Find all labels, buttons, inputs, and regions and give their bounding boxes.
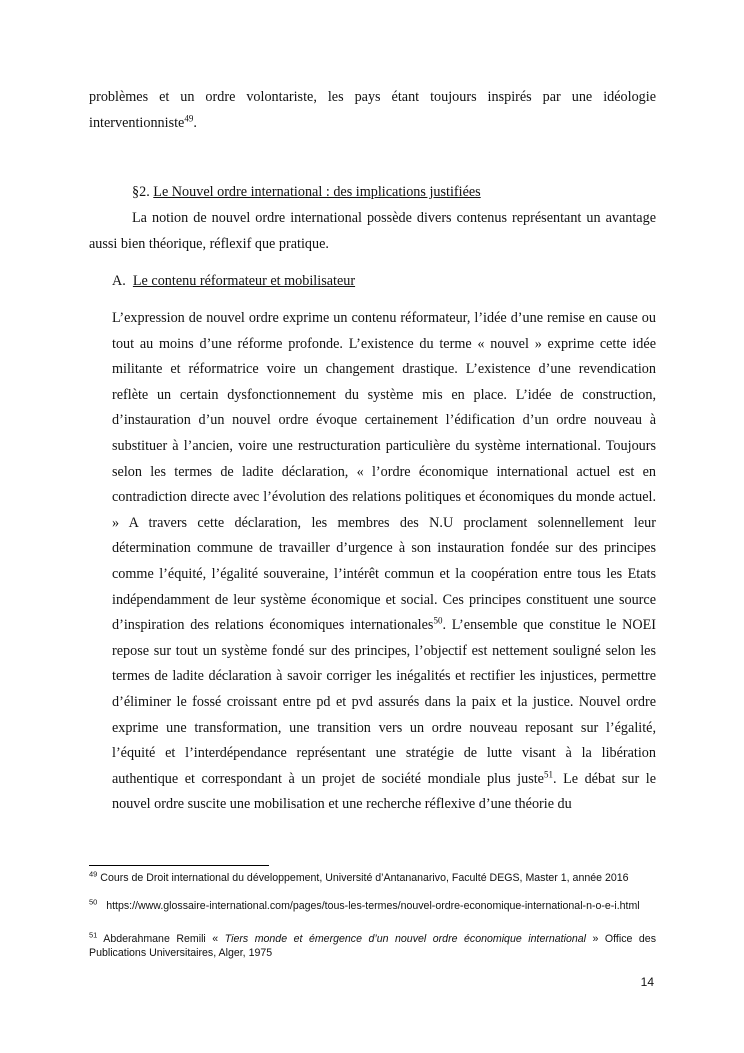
footnote-separator <box>89 865 269 866</box>
footnote-50: $^{50}$ https://www.glossaire-international.com/pages/tous-les-termes/nouvel-ordre-economique-international-n-o-e-i.html <box>89 897 640 912</box>
section-title: Le Nouvel ordre international : des implications justifiées <box>153 184 481 200</box>
page-number: 14 <box>640 975 654 989</box>
footnote-51: $^{51}$ Abderahmane Remili « Tiers monde et émergence d’un nouvel ordre économique international » Office des Publications Universitaires, Alger, 1975 <box>89 930 656 959</box>
subsection-title: Le contenu réformateur et mobilisateur <box>132 273 356 289</box>
footnote-ref-50[interactable]: 50 <box>433 615 443 626</box>
section-intro-paragraph: La notion de nouvel ordre international possède divers contenus représentant un avantage aussi bien théorique, réflexif que pratique. <box>89 210 656 252</box>
footnote-51-title: Tiers monde et émergence d’un nouvel ordre économique international <box>224 933 586 945</box>
section-heading: §2. Le Nouvel ordre international : des implications justifiées <box>132 184 481 200</box>
footnote-50-link[interactable]: https://www.glossaire-international.com/pages/tous-les-termes/nouvel-ordre-economique-international-n-o-e-i.html <box>106 900 640 912</box>
intro-paragraph: problèmes et un ordre volontariste, les pays étant toujours inspirés par une idéologie interventionniste$^{49}$. <box>89 89 656 131</box>
footnote-ref-51[interactable]: 51 <box>543 768 553 779</box>
footnote-ref-49[interactable]: 49 <box>184 112 194 123</box>
main-paragraph: L’expression de nouvel ordre exprime un contenu réformateur, l’idée d’une remise en cause ou tout au moins d’une réforme profonde. L’existence du terme « nouvel » exprime cette idée militante et réformatrice voire un changement drastique. L’existence d’une revendication reflète un certain dysfonctionnement du système mis en place. L’idée de construction, d’instauration d’un nouvel ordre évoque certainement l’édification d’un ordre nouveau à substituer à l’ancien, voire une restructuration particulière du système international. Toujours selon les termes de ladite déclaration, « l’ordre économique international actuel est en contradiction directe avec l’évolution des relations politiques et économiques du monde actuel. » A travers cette déclaration, les membres des N.U proclament solennellement leur détermination commune de travailler d’urgence à son instauration fondée sur des principes comme l’équité, l’égalité souveraine, l’intérêt commun et la coopération entre tous les Etats indépendamment de leur système économique et social. Ces principes constituent une source d’inspiration des relations économiques internationales$^{50}$. L’ensemble que constitue le NOEI repose sur tout un système fondé sur des principes, l’objectif est nettement souligné selon les termes de ladite déclaration à savoir corriger les inégalités et rectifier les injustices, permettre d’éliminer le fossé croissant entre pd et pvd assurés dans la paix et la justice. Nouvel ordre exprime une transformation, une transition vers un ordre nouveau reposant sur l’égalité, l’équité et l’interdépendance représentant une stratégie de lutte visant à la libération authentique et correspondant à un projet de société mondiale plus juste$^{51}$. Le débat sur le nouvel ordre suscite une mobilisation et une recherche réflexive d’une théorie du <box>112 310 657 813</box>
subsection-heading: A. Le contenu réformateur et mobilisateur <box>112 273 356 289</box>
footnote-49: $^{49}$ Cours de Droit international du développement, Université d’Antananarivo, Faculté DEGS, Master 1, année 2016 <box>89 869 629 884</box>
